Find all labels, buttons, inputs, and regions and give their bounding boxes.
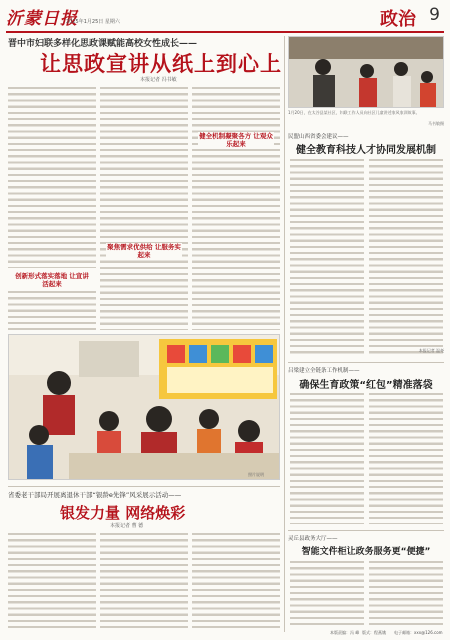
bottom-byline: 本报记者 曹 德 [110,523,144,529]
classroom-photo-image [9,335,280,480]
lead-photo-credit: 照片说明 [248,472,264,477]
lead-byline: 本报记者 冯书敏 [140,77,177,83]
cppcc-col-1 [290,158,364,356]
luliang-col-1 [290,392,364,524]
masthead [6,4,444,30]
right-top-credit: 马书敏摄 [428,121,444,126]
lingqiu-kicker: 灵丘县政务大厅—— [288,536,338,542]
lead-kicker: 晋中市妇联多样化思政课赋能高校女性成长—— [8,39,198,49]
lead-col-2-text [100,86,188,330]
luliang-col-2 [369,392,443,524]
lingqiu-headline: 智能文件柜让政务服务更“便捷” [301,547,431,557]
lead-col-3-text [192,86,280,330]
section-rule [288,362,444,363]
section-rule-2 [288,530,444,531]
footer-email: 电子邮箱：xxx@126.com [394,630,443,635]
footer-design: 版式：程燕娥 [362,630,386,635]
lingqiu-col-2 [369,560,443,626]
column-divider [284,36,285,632]
cppcc-col-2 [369,158,443,356]
newspaper-logo: 沂蒙日报 [6,9,78,29]
right-top-photo [288,36,444,108]
lead-subhead-1: 创新形式落实落地 让宣讲活起来 [15,272,89,288]
bottom-kicker: 省委老干部局开展离退休干部“银龄e先锋”风采展示活动—— [8,491,182,499]
lead-headline: 让思政宣讲从纸上到心上 [40,52,282,76]
lead-subhead-2: 健全机制凝聚各方 让观众乐起来 [199,132,273,148]
right-top-caption: 1月20日，在太谷县某社区，妇联工作人员向社区儿童讲述家风家训故事。 [288,110,420,115]
lingqiu-col-1 [290,560,364,626]
bottom-col-1 [8,532,96,628]
lead-col-1-text [8,86,96,268]
bottom-col-3 [192,532,280,628]
bottom-rule [8,486,280,487]
footer-editor: 本版责编：冯 峰 [330,630,360,635]
bottom-col-2 [100,532,188,628]
cppcc-byline: 本报记者 温尧 [418,348,444,353]
page-number: 9 [429,5,440,25]
section-title: 政治 [380,9,416,30]
lead-subhead-3: 聚焦需求优供给 让服务实起来 [107,243,181,259]
issue-date: 2025年1月25日 星期六 [66,19,120,25]
luliang-kicker: 吕梁建立全链条工作机制—— [288,368,360,374]
bottom-headline: 银发力量 网络焕彩 [60,504,186,522]
lead-photo [8,334,280,480]
community-photo-image [289,37,444,108]
luliang-headline: 确保生育政策“红包”精准落袋 [299,380,433,391]
cppcc-headline: 健全教育科技人才协同发展机制 [296,145,436,156]
masthead-rule [6,31,444,33]
cppcc-kicker: 民盟山西省委会建议—— [288,134,349,140]
lead-col-1b-text [8,290,96,330]
